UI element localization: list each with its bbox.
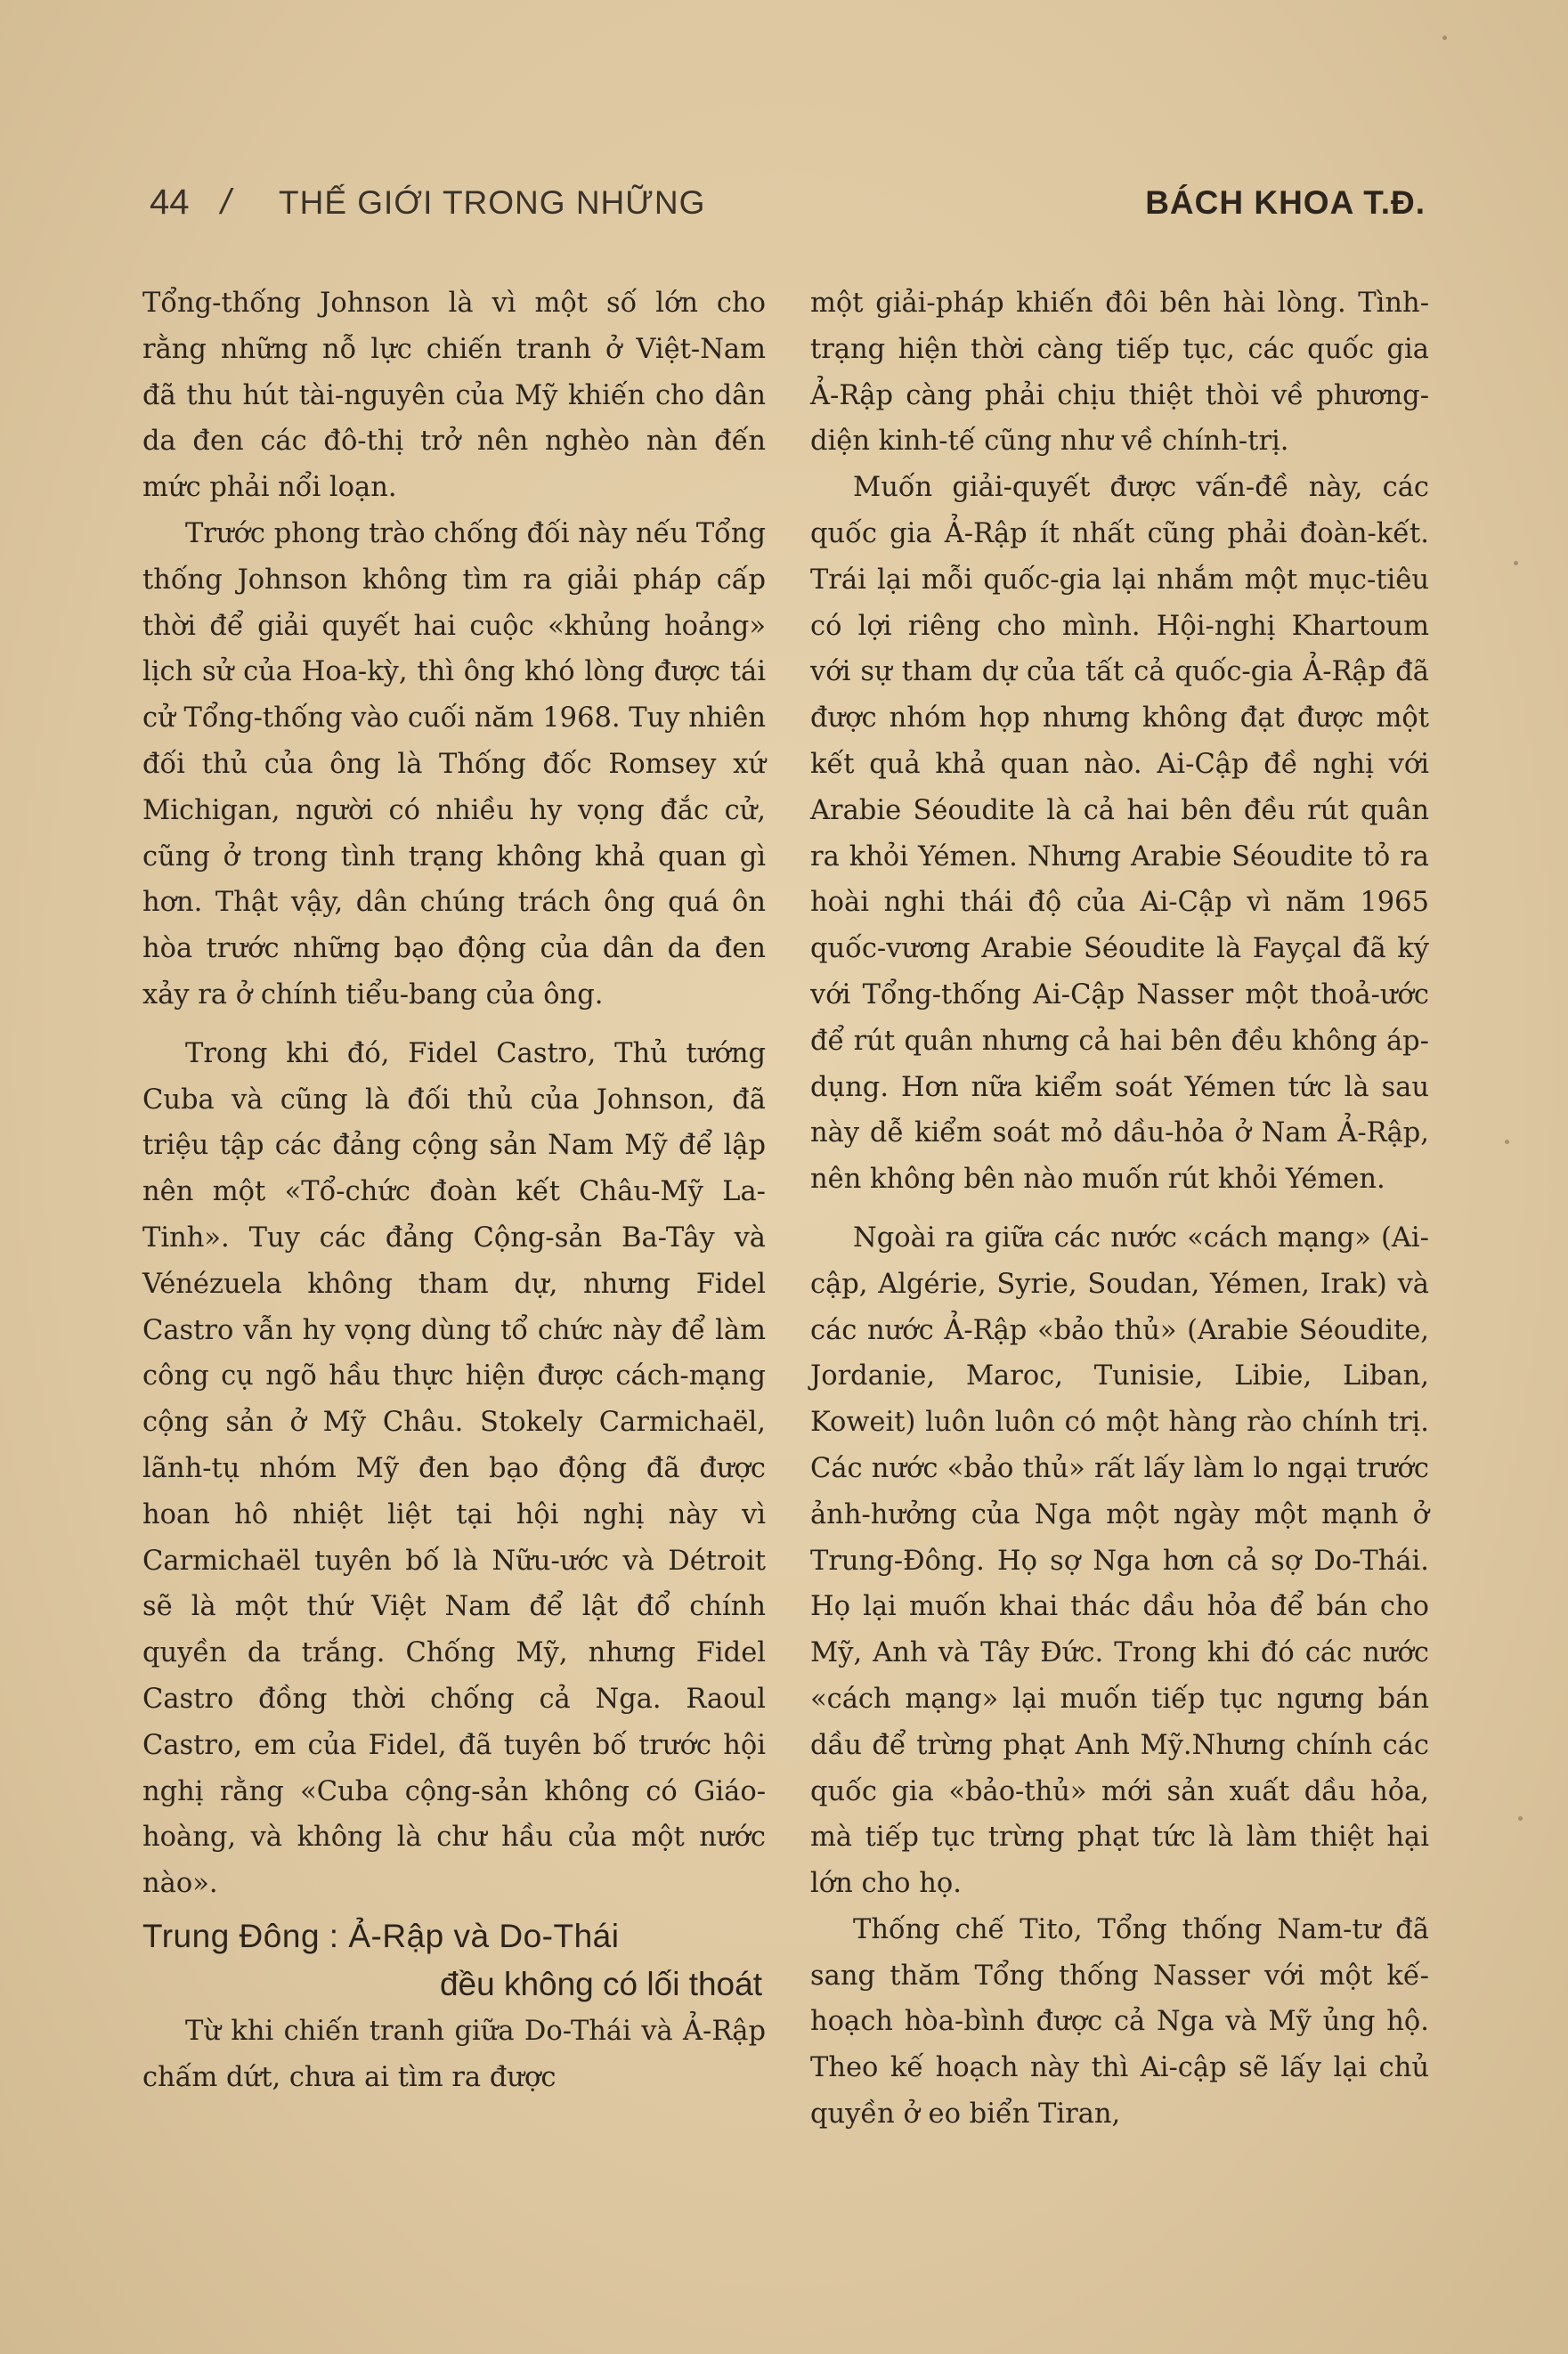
section-title-line: Trung Đông : Ả-Rập và Do-Thái <box>142 1917 620 1954</box>
paragraph: Từ khi chiến tranh giữa Do-Thái và Ả-Rập chấm dứt, chưa ai tìm ra được <box>142 2015 766 2093</box>
paper-speck <box>1518 1816 1523 1821</box>
paragraph: Thống chế Tito, Tổng thống Nam-tư đã sang thăm Tổng thống Nasser với một kế-hoạch hòa-bình được cả Nga và Mỹ ủng hộ. Theo kế hoạch này thì Ai-cập sẽ lấy lại chủ quyền ở eo biển Tiran, <box>810 1913 1429 2131</box>
paper-speck <box>1514 561 1518 565</box>
page-header <box>142 183 1434 236</box>
journal-name: BÁCH KHOA T.Đ. <box>1145 184 1426 221</box>
paper-speck <box>1442 36 1447 40</box>
paragraph: Trước phong trào chống đối này nếu Tổng thống Johnson không tìm ra giải pháp cấp thời để giải quyết hai cuộc «khủng hoảng» lịch sử của Hoa-kỳ, thì ông khó lòng được tái cử Tổng-thống vào cuối năm 1968. Tuy nhiên đối thủ của ông là Thống đốc Romsey xứ Michigan, người có nhiều hy vọng đắc cử, cũng ở trong tình trạng không khả quan gì hơn. Thật vậy, dân chúng trách ông quá ôn hòa trước những bạo động của dân da đen xảy ra ở chính tiểu-bang của ông. <box>142 517 766 1011</box>
left-column <box>142 280 766 2100</box>
section-title <box>142 1912 766 2009</box>
section-title-line: đều không có lối thoát <box>439 1965 762 2002</box>
paper-speck <box>1505 1140 1509 1144</box>
paragraph: Ngoài ra giữa các nước «cách mạng» (Ai-cập, Algérie, Syrie, Soudan, Yémen, Irak) và các nước Ả-Rập «bảo thủ» (Arabie Séoudite, Jordanie, Maroc, Tunisie, Libie, Liban, Koweit) luôn luôn có một hàng rào chính trị. Các nước «bảo thủ» rất lấy làm lo ngại trước ảnh-hưởng của Nga một ngày một mạnh ở Trung-Đông. Họ sợ Nga hơn cả sợ Do-Thái. Họ lại muốn khai thác dầu hỏa để bán cho Mỹ, Anh và Tây Đức. Trong khi đó các nước «cách mạng» lại muốn tiếp tục ngưng bán dầu để trừng phạt Anh Mỹ.Nhưng chính các quốc gia «bảo-thủ» mới sản xuất dầu hỏa, mà tiếp tục trừng phạt tức là làm thiệt hại lớn cho họ. <box>810 1222 1429 1900</box>
running-title: THẾ GIỚI TRONG NHỮNG <box>279 184 706 221</box>
right-column <box>810 280 1429 2138</box>
header-separator: / <box>221 183 232 222</box>
paragraph: Tổng-thống Johnson là vì một số lớn cho rằng những nỗ lực chiến tranh ở Việt-Nam đã thu hút tài-nguyên của Mỹ khiến cho dân da đen các đô-thị trở nên nghèo nàn đến mức phải nổi loạn. <box>142 288 766 504</box>
page-number: 44 <box>150 183 190 222</box>
paragraph: Muốn giải-quyết được vấn-đề này, các quốc gia Ả-Rập ít nhất cũng phải đoàn-kết. Trái lại mỗi quốc-gia lại nhắm một mục-tiêu có lợi riêng cho mình. Hội-nghị Khartoum với sự tham dự của tất cả quốc-gia Ả-Rập đã được nhóm họp nhưng không đạt được một kết quả khả quan nào. Ai-Cập đề nghị với Arabie Séoudite là cả hai bên đều rút quân ra khỏi Yémen. Nhưng Arabie Séoudite tỏ ra hoài nghi thái độ của Ai-Cập vì năm 1965 quốc-vương Arabie Séoudite là Fayçal đã ký với Tổng-thống Ai-Cập Nasser một thoả-ước để rút quân nhưng cả hai bên đều không áp-dụng. Hơn nữa kiểm soát Yémen tức là sau này dễ kiểm soát mỏ dầu-hỏa ở Nam Ả-Rập, nên không bên nào muốn rút khỏi Yémen. <box>810 472 1429 1196</box>
paragraph: Trong khi đó, Fidel Castro, Thủ tướng Cuba và cũng là đối thủ của Johnson, đã triệu tập các đảng cộng sản Nam Mỹ để lập nên một «Tổ-chức đoàn kết Châu-Mỹ La-Tinh». Tuy các đảng Cộng-sản Ba-Tây và Vénézuela không tham dự, nhưng Fidel Castro vẫn hy vọng dùng tổ chức này để làm công cụ ngõ hầu thực hiện được cách-mạng cộng sản ở Mỹ Châu. Stokely Carmichaël, lãnh-tụ nhóm Mỹ đen bạo động đã được hoan hô nhiệt liệt tại hội nghị này vì Carmichaël tuyên bố là Nữu-ước và Détroit sẽ là một thứ Việt Nam để lật đổ chính quyền da trắng. Chống Mỹ, nhưng Fidel Castro đồng thời chống cả Nga. Raoul Castro, em của Fidel, đã tuyên bố trước hội nghị rằng «Cuba cộng-sản không có Giáo-hoàng, và không là chư hầu của một nước nào». <box>142 1037 766 1900</box>
paragraph: một giải-pháp khiến đôi bên hài lòng. Tình-trạng hiện thời càng tiếp tục, các quốc gia Ả-Rập càng phải chịu thiệt thòi về phương-diện kinh-tế cũng như về chính-trị. <box>810 288 1429 458</box>
